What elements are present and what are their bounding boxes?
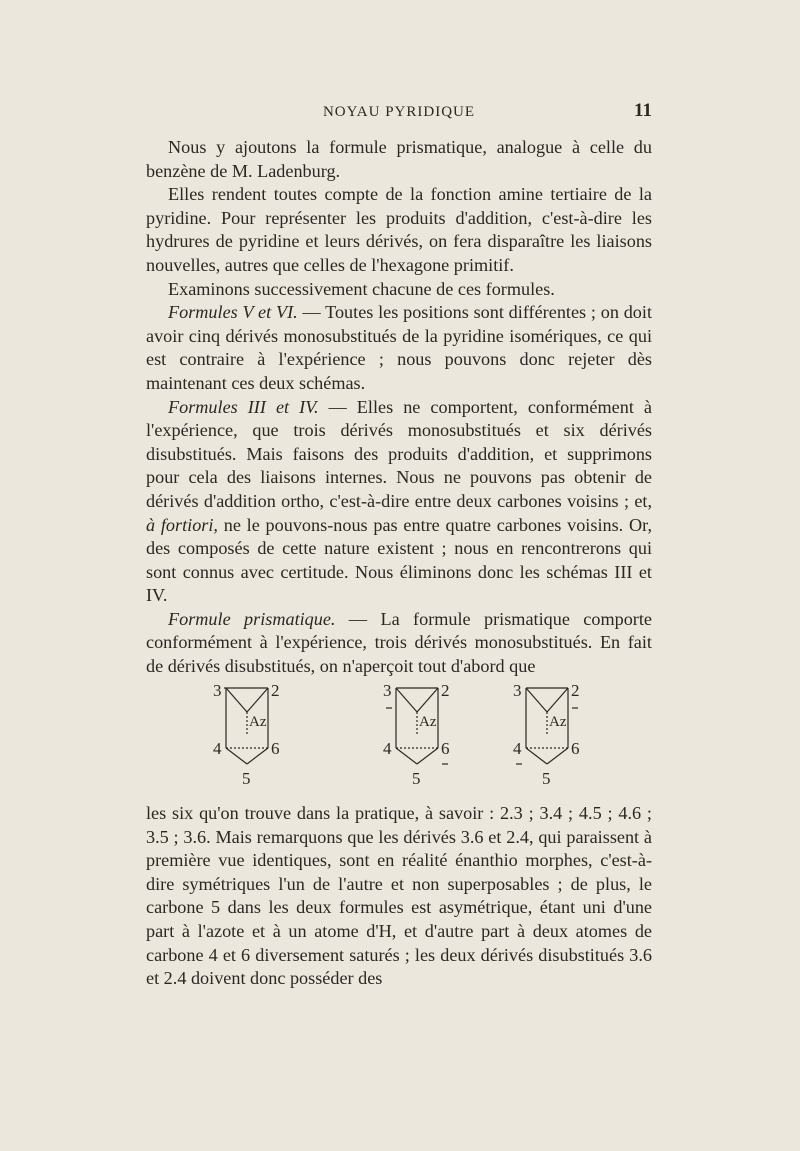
fig2-label-5: 5: [412, 769, 421, 788]
fig1-label-6: 6: [271, 739, 280, 758]
prism-figure-3: [516, 688, 578, 764]
paragraph-3: Examinons successivement chacune de ces formules.: [168, 278, 555, 299]
paragraph-4-text: — Toutes les positions sont différentes ; on doit avoir cinq dérivés monosubstitués de la pyridine isomériques, ce qui est contraire à l'expérience ; nous pouvons donc rejeter dès maintenant ces deux schémas.: [146, 302, 652, 393]
prism-diagrams-svg: [190, 678, 630, 790]
paragraph-5-text-a: — Elles ne comportent, conformément à l'expérience, que trois dérivés monosubstitués et six dérivés disubstitués. Mais faisons des produits d'addition, et supprimons pour cela des liaisons internes. Nous ne pouvons pas obtenir de dérivés d'addition ortho, c'est-à-dire entre deux carbones voisins ; et,: [146, 396, 652, 511]
paragraph-5: [146, 396, 652, 608]
fig1-label-3: 3: [213, 681, 222, 700]
fig2-label-az: Az: [419, 714, 437, 730]
fig1-label-4: 4: [213, 739, 222, 758]
fig2-label-6: 6: [441, 739, 450, 758]
paragraph-7: les six qu'on trouve dans la pratique, à savoir : 2.3 ; 3.4 ; 4.5 ; 4.6 ; 3.5 ; 3.6. Mais remarquons que les dérivés 3.6 et 2.4, qui paraissent à première vue identiques, sont en réalité énanthio morphes, c'est-à-dire symétriques l'un de l'autre et non superposables ; de plus, le carbone 5 dans les deux formules est asymétrique, étant uni d'une part à l'azote et à un atome d'H, et d'autre part à deux atomes de carbone 4 et 6 diversement saturés ; les deux dérivés disubstitués 3.6 et 2.4 doivent donc posséder des: [146, 803, 652, 989]
section-heading-v-vi: Formules V et VI.: [168, 302, 298, 323]
paragraph-6-text: — La formule prismatique comporte conformément à l'expérience, trois dérivés monosubstitués. En fait de dérivés disubstitués, on n'aperçoit tout d'abord que: [146, 608, 652, 677]
a-fortiori: à fortiori,: [146, 514, 218, 535]
fig3-label-2: 2: [571, 681, 580, 700]
section-heading-iii-iv: Formules III et IV.: [168, 396, 319, 417]
paragraph-5-text-b: ne le pouvons-nous pas entre quatre carbones voisins. Or, des composés de cette nature existent ; nous en rencontrerons qui sont connus avec certitude. Nous éliminons donc les schémas III et IV.: [146, 514, 652, 606]
fig3-label-5: 5: [542, 769, 551, 788]
fig2-label-3: 3: [383, 681, 392, 700]
fig3-label-4: 4: [513, 739, 522, 758]
fig1-label-az: Az: [249, 714, 267, 730]
text-block-top: [146, 136, 652, 679]
header-title: NOYAU PYRIDIQUE: [322, 104, 476, 120]
running-header: [146, 100, 652, 124]
fig3-label-6: 6: [571, 739, 580, 758]
paragraph-6: [146, 608, 652, 679]
paragraph-4: [146, 301, 652, 395]
paragraph-1: Nous y ajoutons la formule prismatique, analogue à celle du benzène de M. Ladenburg.: [146, 137, 652, 181]
fig2-label-2: 2: [441, 681, 450, 700]
fig2-label-4: 4: [383, 739, 392, 758]
fig1-label-5: 5: [242, 769, 251, 788]
prism-formula-diagrams: [190, 678, 630, 790]
section-heading-prismatic: Formule prismatique.: [168, 608, 336, 629]
text-block-bottom: [146, 802, 652, 991]
fig1-label-2: 2: [271, 681, 280, 700]
prism-figure-2: [386, 688, 448, 764]
paragraph-2: Elles rendent toutes compte de la fonction amine tertiaire de la pyridine. Pour représenter les produits d'addition, c'est-à-dire les hydrures de pyridine et leurs dérivés, on fera disparaître les liaisons nouvelles, autres que celles de l'hexagone primitif.: [146, 184, 652, 275]
fig3-label-az: Az: [549, 714, 567, 730]
fig3-label-3: 3: [513, 681, 522, 700]
page-number: 11: [634, 100, 652, 121]
